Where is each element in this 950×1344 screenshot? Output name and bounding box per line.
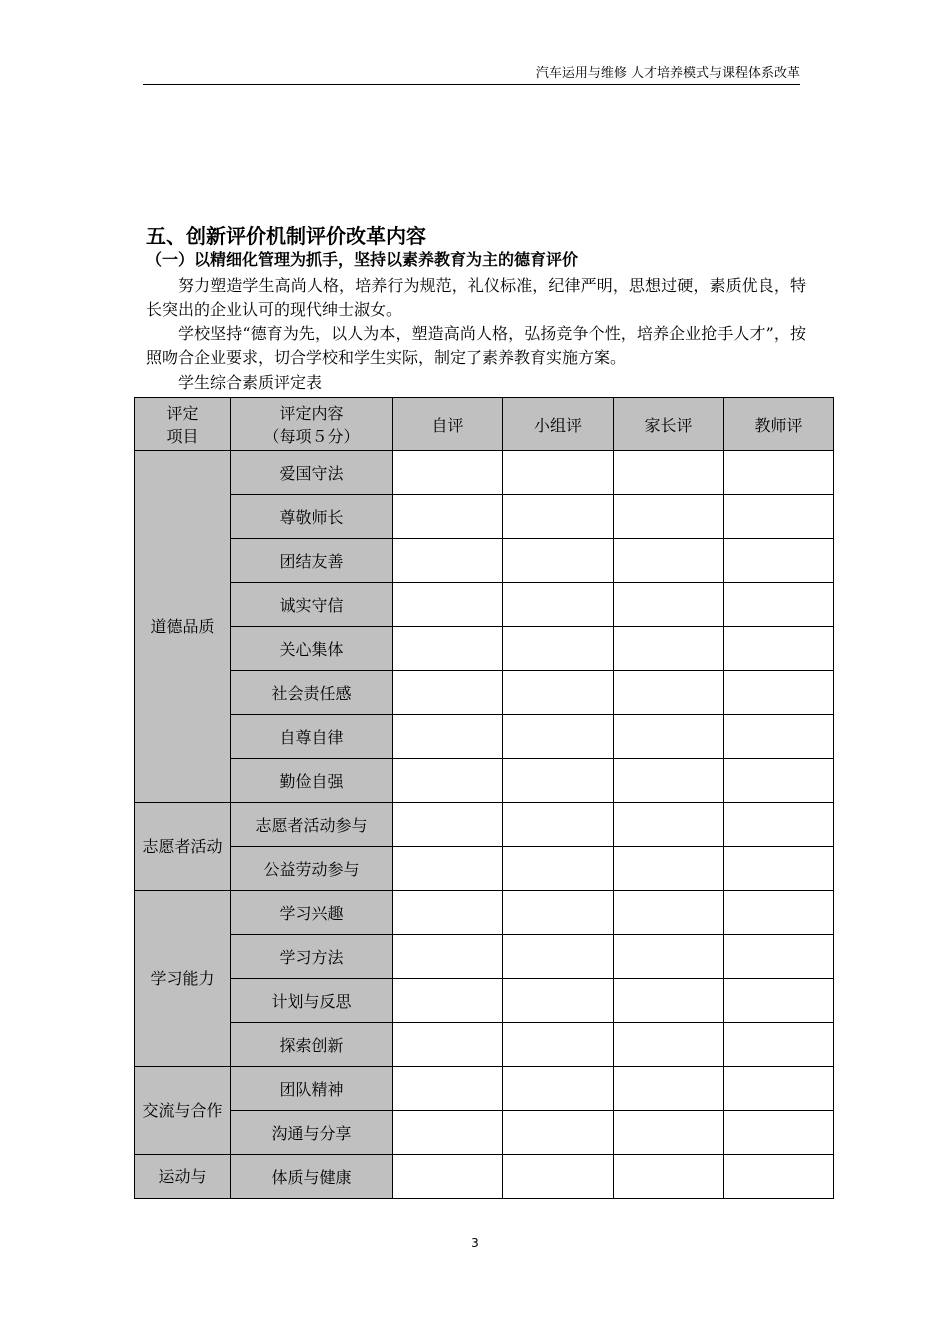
table-row xyxy=(135,671,834,715)
criterion-cell: 学习兴趣 xyxy=(231,891,393,935)
score-cell-parent[interactable] xyxy=(614,803,724,847)
criterion-cell: 体质与健康 xyxy=(231,1155,393,1199)
table-row xyxy=(135,539,834,583)
criterion-cell: 学习方法 xyxy=(231,935,393,979)
table-row xyxy=(135,1155,834,1199)
criterion-cell: 志愿者活动参与 xyxy=(231,803,393,847)
score-cell-teacher[interactable] xyxy=(724,891,834,935)
score-cell-parent[interactable] xyxy=(614,1067,724,1111)
score-cell-teacher[interactable] xyxy=(724,539,834,583)
score-cell-self[interactable] xyxy=(393,979,503,1023)
header-content xyxy=(231,398,393,451)
score-cell-teacher[interactable] xyxy=(724,759,834,803)
score-cell-group[interactable] xyxy=(503,539,614,583)
table-header-row xyxy=(135,398,834,451)
score-cell-parent[interactable] xyxy=(614,759,724,803)
table-row xyxy=(135,1023,834,1067)
criterion-cell: 团队精神 xyxy=(231,1067,393,1111)
criterion-cell: 关心集体 xyxy=(231,627,393,671)
score-cell-self[interactable] xyxy=(393,759,503,803)
table-row xyxy=(135,627,834,671)
score-cell-self[interactable] xyxy=(393,1023,503,1067)
score-cell-parent[interactable] xyxy=(614,539,724,583)
subsection-title: （一）以精细化管理为抓手，坚持以素养教育为主的德育评价 xyxy=(146,250,579,269)
running-header: 汽车运用与维修 人才培养模式与课程体系改革 xyxy=(143,64,800,85)
table-row xyxy=(135,583,834,627)
table-row xyxy=(135,451,834,495)
header-category-line2: 项目 xyxy=(166,427,199,446)
score-cell-group[interactable] xyxy=(503,935,614,979)
score-cell-teacher[interactable] xyxy=(724,979,834,1023)
score-cell-self[interactable] xyxy=(393,539,503,583)
score-cell-self[interactable] xyxy=(393,803,503,847)
category-cell: 交流与合作 xyxy=(135,1067,231,1155)
table-row xyxy=(135,1111,834,1155)
score-cell-self[interactable] xyxy=(393,891,503,935)
score-cell-parent[interactable] xyxy=(614,1023,724,1067)
score-cell-group[interactable] xyxy=(503,979,614,1023)
paragraph-2: 学校坚持“德育为先，以人为本，塑造高尚人格，弘扬竞争个性，培养企业抢手人才”，按照吻合企业要求，切合学校和学生实际，制定了素养教育实施方案。 xyxy=(146,324,806,367)
score-cell-teacher[interactable] xyxy=(724,583,834,627)
header-teacher: 教师评 xyxy=(724,398,834,451)
header-parent: 家长评 xyxy=(614,398,724,451)
section-title: 五、创新评价机制评价改革内容 xyxy=(146,224,426,248)
header-category-line1: 评定 xyxy=(166,404,199,423)
table-row xyxy=(135,759,834,803)
header-self: 自评 xyxy=(393,398,503,451)
header-group: 小组评 xyxy=(503,398,614,451)
paragraph-1: 努力塑造学生高尚人格，培养行为规范，礼仪标准，纪律严明，思想过硬，素质优良，特长突出的企业认可的现代绅士淑女。 xyxy=(146,276,806,319)
criterion-cell: 探索创新 xyxy=(231,1023,393,1067)
criterion-cell: 沟通与分享 xyxy=(231,1111,393,1155)
score-cell-parent[interactable] xyxy=(614,1155,724,1199)
evaluation-table xyxy=(134,397,834,1199)
category-cell: 学习能力 xyxy=(135,891,231,1067)
score-cell-teacher[interactable] xyxy=(724,1155,834,1199)
score-cell-parent[interactable] xyxy=(614,891,724,935)
score-cell-teacher[interactable] xyxy=(724,451,834,495)
score-cell-parent[interactable] xyxy=(614,1111,724,1155)
score-cell-teacher[interactable] xyxy=(724,671,834,715)
score-cell-self[interactable] xyxy=(393,671,503,715)
score-cell-self[interactable] xyxy=(393,583,503,627)
score-cell-self[interactable] xyxy=(393,451,503,495)
score-cell-teacher[interactable] xyxy=(724,1023,834,1067)
score-cell-teacher[interactable] xyxy=(724,935,834,979)
score-cell-self[interactable] xyxy=(393,715,503,759)
score-cell-self[interactable] xyxy=(393,1111,503,1155)
criterion-cell: 勤俭自强 xyxy=(231,759,393,803)
score-cell-parent[interactable] xyxy=(614,583,724,627)
score-cell-parent[interactable] xyxy=(614,979,724,1023)
score-cell-group[interactable] xyxy=(503,803,614,847)
score-cell-group[interactable] xyxy=(503,451,614,495)
header-content-line2: （每项５分） xyxy=(263,427,360,446)
criterion-cell: 公益劳动参与 xyxy=(231,847,393,891)
score-cell-group[interactable] xyxy=(503,759,614,803)
criterion-cell: 尊敬师长 xyxy=(231,495,393,539)
score-cell-teacher[interactable] xyxy=(724,803,834,847)
score-cell-teacher[interactable] xyxy=(724,495,834,539)
criterion-cell: 爱国守法 xyxy=(231,451,393,495)
score-cell-self[interactable] xyxy=(393,935,503,979)
table-row xyxy=(135,803,834,847)
score-cell-group[interactable] xyxy=(503,1155,614,1199)
score-cell-self[interactable] xyxy=(393,495,503,539)
score-cell-parent[interactable] xyxy=(614,935,724,979)
criterion-cell: 团结友善 xyxy=(231,539,393,583)
score-cell-self[interactable] xyxy=(393,1067,503,1111)
criterion-cell: 自尊自律 xyxy=(231,715,393,759)
score-cell-group[interactable] xyxy=(503,627,614,671)
score-cell-parent[interactable] xyxy=(614,847,724,891)
criterion-cell: 社会责任感 xyxy=(231,671,393,715)
score-cell-group[interactable] xyxy=(503,671,614,715)
criterion-cell: 计划与反思 xyxy=(231,979,393,1023)
score-cell-group[interactable] xyxy=(503,891,614,935)
score-cell-group[interactable] xyxy=(503,847,614,891)
score-cell-group[interactable] xyxy=(503,1067,614,1111)
score-cell-teacher[interactable] xyxy=(724,715,834,759)
table-row xyxy=(135,495,834,539)
criterion-cell: 诚实守信 xyxy=(231,583,393,627)
category-cell: 道德品质 xyxy=(135,451,231,803)
score-cell-group[interactable] xyxy=(503,1111,614,1155)
table-caption: 学生综合素质评定表 xyxy=(178,373,323,392)
score-cell-teacher[interactable] xyxy=(724,1111,834,1155)
table-row xyxy=(135,979,834,1023)
score-cell-group[interactable] xyxy=(503,495,614,539)
table-row xyxy=(135,715,834,759)
score-cell-parent[interactable] xyxy=(614,495,724,539)
category-cell: 运动与 xyxy=(135,1155,231,1199)
score-cell-group[interactable] xyxy=(503,1023,614,1067)
category-cell: 志愿者活动 xyxy=(135,803,231,891)
header-category xyxy=(135,398,231,451)
score-cell-teacher[interactable] xyxy=(724,1067,834,1111)
table-row xyxy=(135,891,834,935)
score-cell-self[interactable] xyxy=(393,627,503,671)
page-number: 3 xyxy=(471,1236,479,1250)
score-cell-parent[interactable] xyxy=(614,671,724,715)
score-cell-parent[interactable] xyxy=(614,715,724,759)
table-row xyxy=(135,847,834,891)
score-cell-parent[interactable] xyxy=(614,627,724,671)
score-cell-parent[interactable] xyxy=(614,451,724,495)
header-content-line1: 评定内容 xyxy=(279,404,344,423)
score-cell-teacher[interactable] xyxy=(724,847,834,891)
score-cell-group[interactable] xyxy=(503,583,614,627)
table-row xyxy=(135,935,834,979)
score-cell-group[interactable] xyxy=(503,715,614,759)
table-row xyxy=(135,1067,834,1111)
score-cell-self[interactable] xyxy=(393,1155,503,1199)
score-cell-teacher[interactable] xyxy=(724,627,834,671)
score-cell-self[interactable] xyxy=(393,847,503,891)
